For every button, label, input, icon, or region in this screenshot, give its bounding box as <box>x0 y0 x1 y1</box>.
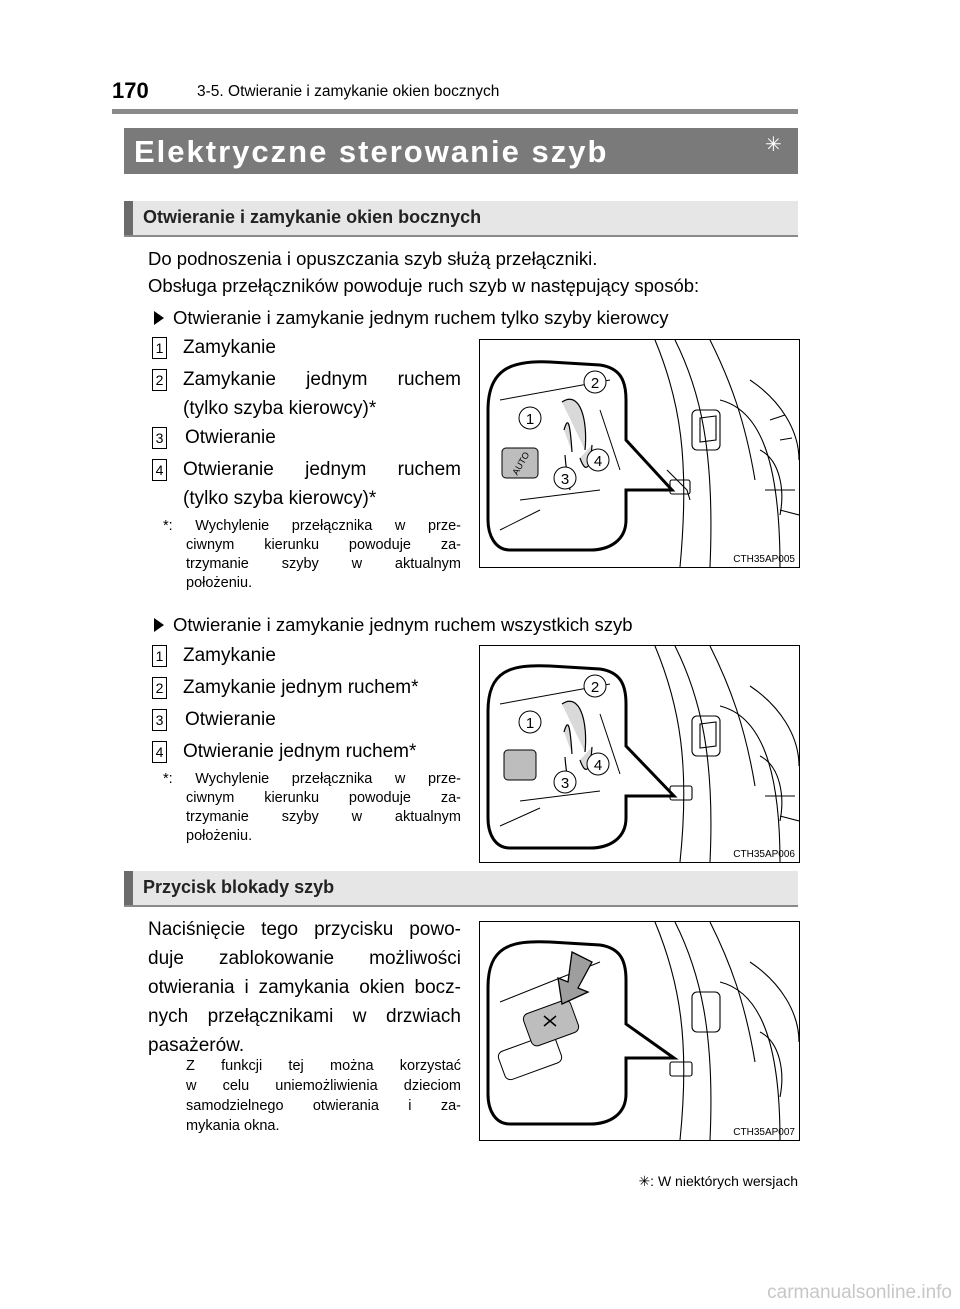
figure-all-switch <box>479 645 800 863</box>
item-auto-close: Zamykanie jednym ruchem* <box>183 677 419 698</box>
footnote-text: : W niektórych wersjach <box>650 1173 798 1189</box>
svg-text:4: 4 <box>593 453 603 470</box>
item-open: Otwieranie <box>185 427 276 448</box>
section-title: Otwieranie i zamykanie okien bocznych <box>143 207 482 227</box>
footnote <box>638 1173 798 1190</box>
number-badge: 1 <box>152 337 167 359</box>
lock-note-line: w celu uniemożliwienia dzieciom <box>186 1078 461 1094</box>
triangle-bullet-icon <box>154 618 164 632</box>
number-badge: 1 <box>152 645 167 667</box>
number-badge: 4 <box>152 741 167 763</box>
number-badge: 2 <box>152 677 167 699</box>
item-auto-close: Zamykanie jednym ruchem <box>183 369 461 390</box>
lock-note-line: samodzielnego otwierania i za- <box>186 1098 461 1114</box>
figure-driver-switch <box>479 339 800 568</box>
note-line: *: Wychylenie przełącznika w prze- <box>163 771 461 787</box>
svg-text:4: 4 <box>593 757 603 774</box>
note-line: trzymanie szyby w aktualnym <box>186 556 461 572</box>
svg-text:2: 2 <box>590 679 600 696</box>
item-close: Zamykanie <box>183 337 276 358</box>
lock-button-illustration <box>480 922 799 1140</box>
asterisk-mark: ✳ <box>638 1173 651 1189</box>
subheading-text: Otwieranie i zamykanie jednym ruchem wszystkich szyb <box>173 614 633 635</box>
triangle-bullet-icon <box>154 311 164 325</box>
section-header: 3-5. Otwieranie i zamykanie okien bocznych <box>197 83 500 100</box>
window-switch-illustration <box>480 340 799 567</box>
section-bar-window-lock <box>124 871 798 907</box>
number-badge: 3 <box>152 709 167 731</box>
section-marker <box>124 201 133 235</box>
note-line: ciwnym kierunku powoduje za- <box>186 537 461 553</box>
main-title-banner <box>124 128 798 174</box>
note-line: trzymanie szyby w aktualnym <box>186 809 461 825</box>
section-title: Przycisk blokady szyb <box>143 877 335 897</box>
subheading-driver-window <box>154 304 669 331</box>
item-close: Zamykanie <box>183 645 276 666</box>
note-line: położeniu. <box>186 828 253 844</box>
watermark: carmanualsonline.info <box>767 1282 952 1303</box>
item-open: Otwieranie <box>185 709 276 730</box>
item-auto-close-detail: (tylko szyba kierowcy)* <box>183 398 377 419</box>
page-number: 170 <box>112 78 149 103</box>
section-marker <box>124 871 133 905</box>
number-badge: 3 <box>152 427 167 449</box>
lock-paragraph-line: nych przełącznikami w drzwiach <box>148 1006 461 1027</box>
main-title: Elektryczne sterowanie szyb <box>134 134 609 169</box>
item-auto-open: Otwieranie jednym ruchem* <box>183 741 417 762</box>
item-auto-open-detail: (tylko szyba kierowcy)* <box>183 488 377 509</box>
figure-code: CTH35AP005 <box>733 554 795 565</box>
subheading-text: Otwieranie i zamykanie jednym ruchem tylko szyby kierowcy <box>173 307 669 328</box>
intro-line-1: Do podnoszenia i opuszczania szyb służą przełączniki. <box>148 248 598 269</box>
svg-text:2: 2 <box>590 375 600 392</box>
figure-code: CTH35AP007 <box>733 1127 795 1138</box>
number-badge: 4 <box>152 459 167 481</box>
lock-paragraph-line: pasażerów. <box>148 1035 245 1056</box>
lock-paragraph-line: Naciśnięcie tego przycisku powo- <box>148 919 461 940</box>
lock-paragraph-line: duje zablokowanie możliwości <box>148 948 461 969</box>
figure-code: CTH35AP006 <box>733 849 795 860</box>
lock-note-line: Z funkcji tej można korzystać <box>186 1058 461 1074</box>
svg-text:3: 3 <box>560 471 570 488</box>
lock-note-line: mykania okna. <box>186 1118 280 1134</box>
note-line: położeniu. <box>186 575 253 591</box>
section-bar-side-windows <box>124 201 798 237</box>
window-switch-illustration <box>480 646 799 862</box>
svg-text:1: 1 <box>525 715 535 732</box>
svg-text:1: 1 <box>525 411 535 428</box>
note-line: *: Wychylenie przełącznika w prze- <box>163 518 461 534</box>
number-badge: 2 <box>152 369 167 391</box>
lock-paragraph-line: otwierania i zamykania okien bocz- <box>148 977 461 998</box>
figure-window-lock <box>479 921 800 1141</box>
subheading-all-windows <box>154 611 633 638</box>
svg-text:3: 3 <box>560 775 570 792</box>
intro-line-2: Obsługa przełączników powoduje ruch szyb w następujący sposób: <box>148 275 700 296</box>
item-auto-open: Otwieranie jednym ruchem <box>183 459 461 480</box>
auto-label: AUTO <box>510 450 532 477</box>
header-divider <box>112 109 798 114</box>
asterisk-mark: ✳ <box>765 134 782 156</box>
note-line: ciwnym kierunku powoduje za- <box>186 790 461 806</box>
